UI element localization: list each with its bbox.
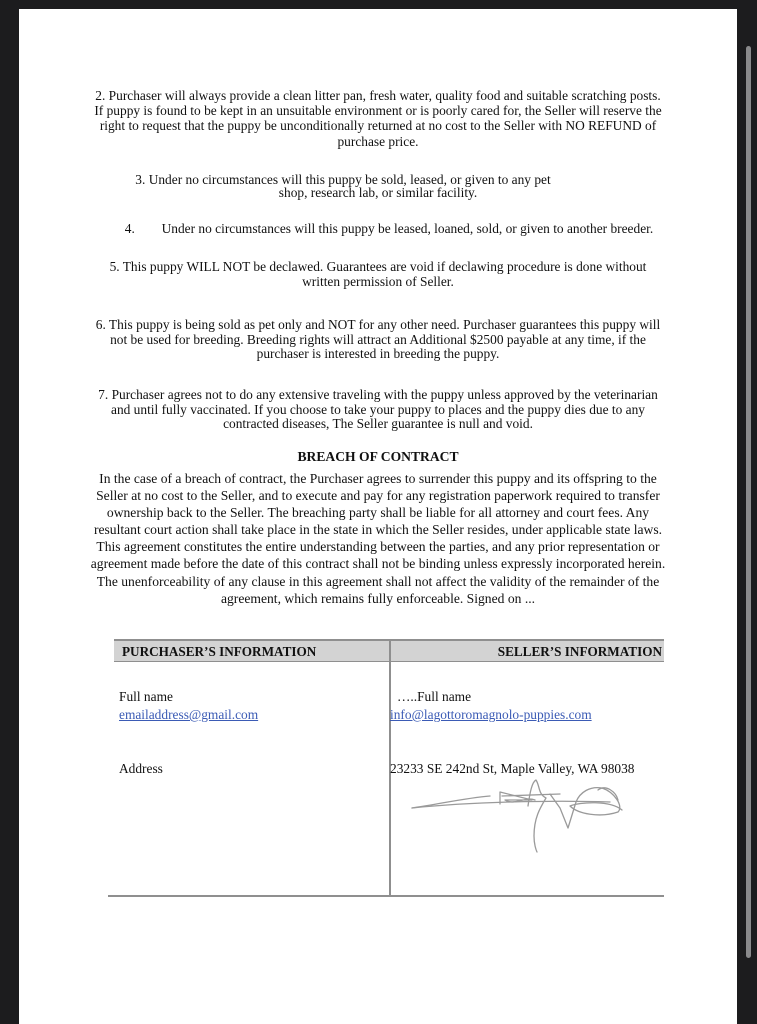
breach-line: resultant court action shall take place in the state in which the Seller resides, under applicable state laws.	[93, 522, 663, 538]
clause-line: 7. Purchaser agrees not to do any extensive traveling with the puppy unless approved by the veterinarian	[98, 387, 658, 402]
breach-line: The unenforceability of any clause in this agreement shall not affect the validity of the remainder of the	[96, 573, 660, 589]
clause-line: not be used for breeding. Breeding rights will attract an Additional $2500 payable at any time, if the	[110, 331, 646, 347]
purchaser-full-name-label: Full name	[119, 689, 173, 704]
signature-icon	[410, 778, 640, 853]
breach-line: agreement, which remains fully enforceable. Signed on ...	[220, 590, 536, 606]
document-page	[19, 9, 737, 1024]
breach-line: ownership back to the Seller. The breaching party shall be liable for all attorney and court fees. Any	[106, 505, 650, 521]
breach-line: Seller at no cost to the Seller, and to execute and pay for any registration paperwork required to transfer	[96, 488, 660, 504]
purchaser-address-label: Address	[119, 761, 163, 776]
clause-line: 6. This puppy is being sold as pet only and NOT for any other need. Purchaser guarantees this puppy will	[95, 317, 661, 332]
clause-line: contracted diseases, The Seller guarantee is null and void.	[223, 416, 533, 431]
seller-header: SELLER’S INFORMATION	[497, 644, 662, 659]
clause-line: 3. Under no circumstances will this puppy be sold, leased, or given to any pet	[135, 172, 551, 187]
clause-line: and until fully vaccinated. If you choose to take your puppy to places and the puppy dies due to any	[111, 401, 645, 417]
info-table	[114, 639, 664, 897]
clause-line: shop, research lab, or similar facility.	[278, 185, 478, 201]
breach-line: This agreement constitutes the entire understanding between the parties, and any prior representation or	[96, 539, 660, 555]
clause-line: purchase price.	[337, 133, 419, 149]
seller-full-name-label: …..Full name	[397, 689, 472, 704]
clause-line: right to request that the puppy be unconditionally returned at no cost to the Seller with NO REFUND of	[99, 118, 657, 134]
clause-line: 5. This puppy WILL NOT be declawed. Guarantees are void if declawing procedure is done without	[109, 259, 647, 274]
clause-line: 2. Purchaser will always provide a clean litter pan, fresh water, quality food and suitable scratching posts.	[95, 88, 661, 103]
clause-5	[19, 259, 737, 289]
breach-line: agreement made before the date of this contract shall not be binding unless expressly incorporated herein.	[90, 556, 666, 572]
table-bottom-rule	[108, 895, 664, 897]
clause-line: written permission of Seller.	[302, 274, 454, 290]
breach-heading: BREACH OF CONTRACT	[297, 449, 459, 464]
clause-6	[19, 318, 737, 362]
scrollbar-thumb[interactable]	[746, 46, 751, 958]
seller-email-link[interactable]: info@lagottoromagnolo-puppies.com	[390, 707, 592, 722]
clause-3	[19, 172, 737, 200]
clause-line: purchaser is interested in breeding the puppy.	[256, 346, 500, 361]
breach-paragraph	[19, 470, 737, 607]
clause-line: 4. Under no circumstances will this puppy be leased, loaned, sold, or given to another breeder.	[124, 221, 654, 236]
clause-line: If puppy is found to be kept in an unsuitable environment or is poorly cared for, the Seller will reserve the	[94, 103, 662, 119]
purchaser-header: PURCHASER’S INFORMATION	[122, 644, 317, 659]
breach-line: In the case of a breach of contract, the Purchaser agrees to surrender this puppy and its offspring to the	[99, 471, 657, 486]
clause-7	[19, 388, 737, 432]
clause-4	[19, 221, 737, 236]
purchaser-email-link[interactable]: emailaddress@gmail.com	[119, 707, 259, 722]
seller-address: 23233 SE 242nd St, Maple Valley, WA 98038	[390, 761, 635, 776]
clause-2	[19, 88, 737, 149]
